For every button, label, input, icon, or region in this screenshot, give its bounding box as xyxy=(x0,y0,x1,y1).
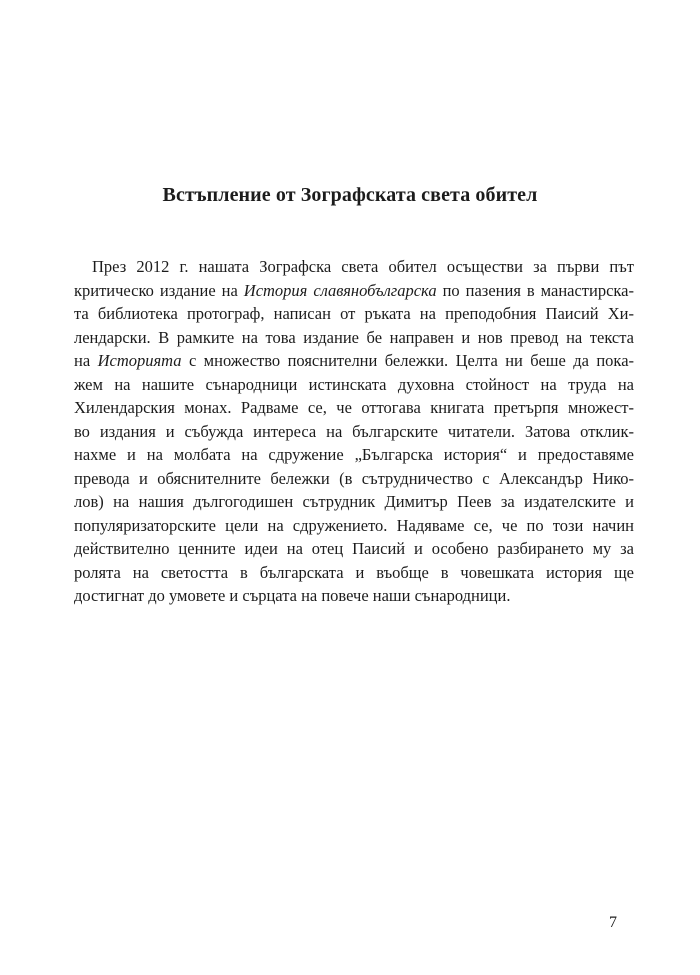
text-segment: действително ценните идеи на отец Паисий и особено разбирането му за xyxy=(74,539,634,558)
paragraph-line xyxy=(74,326,634,350)
text-segment: та библиотека протограф, написан от ръката на преподобния Паисий Хи- xyxy=(74,304,634,323)
text-segment: нахме и на молбата на сдружение „Българска история“ и предоставяме xyxy=(74,445,634,464)
text-segment: лендарски. В рамките на това издание бе направен и нов превод на текста xyxy=(74,327,634,347)
text-segment: жем на нашите сънародници истинската духовна стойност на труда на xyxy=(74,374,634,394)
paragraph-line xyxy=(74,373,634,397)
paragraph-line xyxy=(74,584,634,608)
text-segment: на xyxy=(74,351,98,370)
text-segment: ролята на светостта в българската и въобще в човешката история ще xyxy=(74,562,634,582)
text-segment: критическо издание на xyxy=(74,280,244,300)
text-segment: лов) на нашия дългогодишен сътрудник Димитър Пеев за издателските и xyxy=(74,492,634,511)
body-paragraph xyxy=(74,255,634,608)
text-segment: с множество пояснителни бележки. Целта ни беше да пока- xyxy=(181,351,635,370)
paragraph-line xyxy=(74,396,634,420)
italic-title-text: История славянобългарска xyxy=(243,280,437,300)
text-segment: достигнат до умовете и сърцата на повече наши сънародници. xyxy=(74,586,511,605)
page-heading: Встъпление от Зографската света обител xyxy=(162,184,538,206)
paragraph-line xyxy=(74,467,634,491)
paragraph-line xyxy=(74,443,634,467)
page-number: 7 xyxy=(609,914,617,931)
text-segment: Хилендарския монах. Радваме се, че оттогава книгата претърпя множест- xyxy=(74,398,634,417)
paragraph-line xyxy=(74,514,634,538)
italic-title-text: Историята xyxy=(97,351,182,370)
paragraph-line xyxy=(74,349,634,373)
text-segment: През 2012 г. нашата Зографска света обител осъществи за първи път xyxy=(92,257,634,276)
text-segment: по пазения в манастирска- xyxy=(436,280,634,300)
text-segment: во издания и събужда интереса на българските читатели. Затова отклик- xyxy=(74,421,634,441)
paragraph-line xyxy=(74,279,634,303)
text-segment: популяризаторските цели на сдружението. Надяваме се, че по този начин xyxy=(74,515,634,535)
paragraph-line xyxy=(74,537,634,561)
paragraph-line xyxy=(74,302,634,326)
paragraph-line xyxy=(74,420,634,444)
paragraph-line xyxy=(74,561,634,585)
text-segment: превода и обяснителните бележки (в сътрудничество с Александър Нико- xyxy=(74,468,634,488)
paragraph-line xyxy=(74,490,634,514)
paragraph-line xyxy=(74,255,634,279)
